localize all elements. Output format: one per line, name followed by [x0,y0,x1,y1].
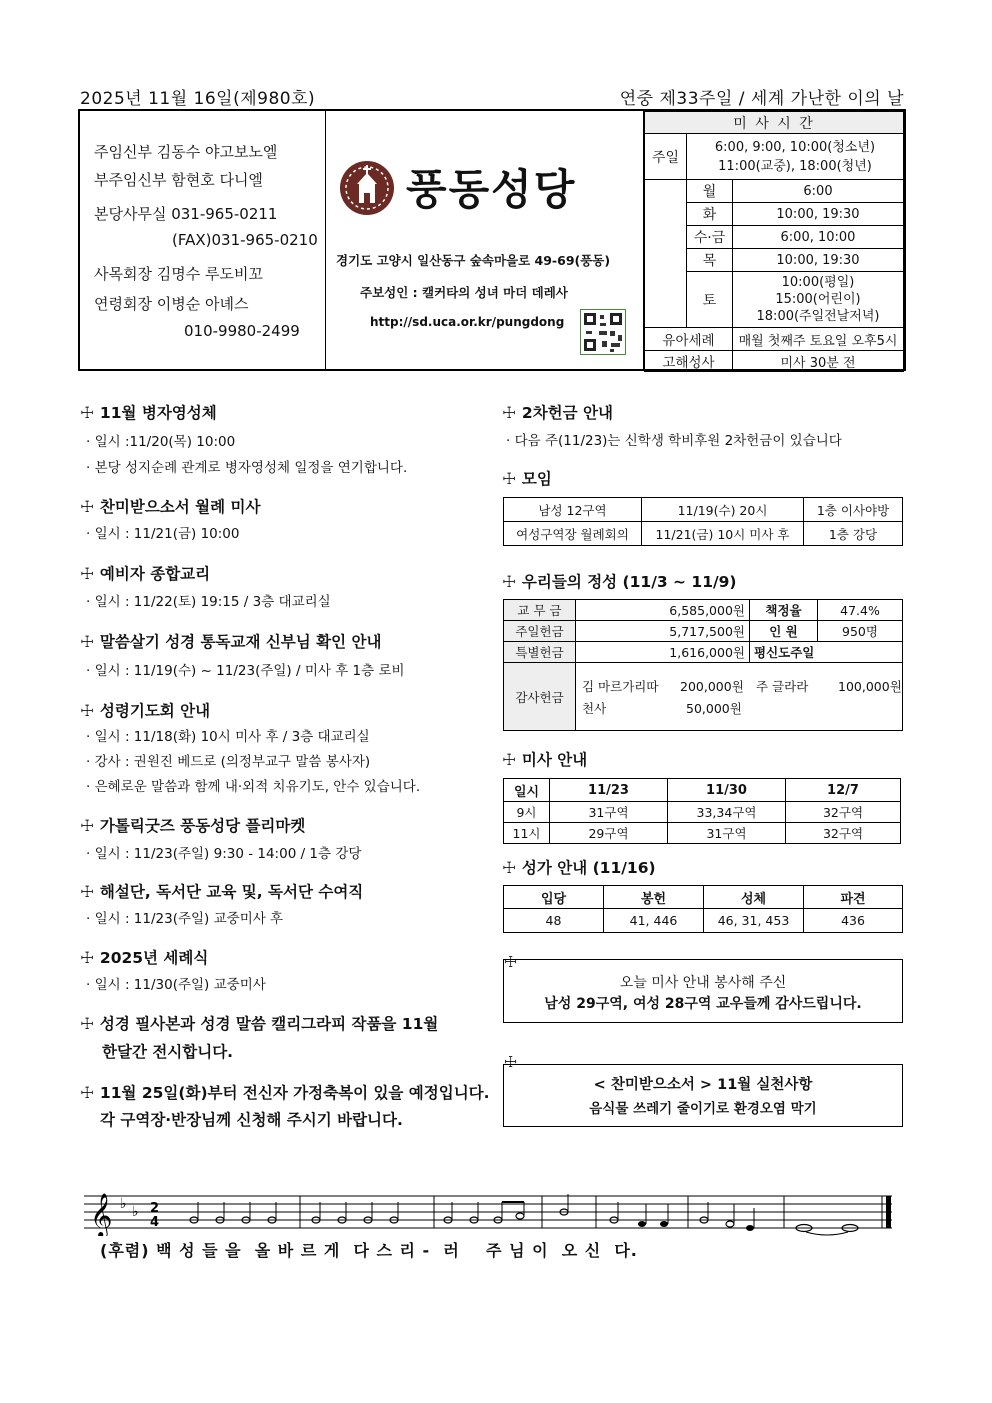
section-bible-reading: ☩ 말씀살기 성경 통독교재 신부님 확인 안내 [80,633,382,651]
cross-icon: ☩ [80,1084,94,1102]
section-prayer-meeting: ☩ 성령기도회 안내 [80,702,211,720]
cross-icon: ☩ [502,573,516,591]
table-cell: 950명 [818,621,903,642]
cross-icon: ☩ [502,470,516,488]
cross-icon: ☩ [80,633,94,651]
assistant-pastor: 부주임신부 함현호 다니엘 [94,171,263,189]
office-phone: 본당사무실 031-965-0211 [94,205,278,223]
sat-time-3: 18:00(주일전날저녁) [756,309,880,324]
cross-icon: ☩ [80,817,94,835]
funeral-phone: 010-9980-2499 [184,322,300,340]
patron-saint: 주보성인 : 캘커타의 성녀 마더 데레사 [360,285,568,300]
table-cell: 1층 이사야방 [804,498,903,522]
thanks-note-line-2: 남성 29구역, 여성 28구역 교우들께 감사드립니다. [544,996,862,1012]
confession-label: 고해성사 [645,351,733,372]
infant-baptism-label: 유아세례 [645,328,733,351]
mass-times-title: 미 사 시 간 [645,112,904,134]
fax: (FAX)031-965-0210 [172,231,318,249]
table-cell: 책정율 [750,600,818,621]
section-laudato-mass: ☩ 찬미받으소서 월례 미사 [80,498,261,516]
section-offering: ☩ 우리들의 정성 (11/3 ~ 11/9) [502,573,737,591]
thanks-label: 감사헌금 [504,663,576,731]
cross-icon: ☩ [80,404,94,422]
section-sick-communion: ☩ 11월 병자영성체 [80,404,217,422]
cross-icon: ☩ [504,1053,518,1071]
table-cell: 여성구역장 월례회의 [504,522,642,546]
day-thu: 목 [687,249,733,272]
mass-times-table [644,111,904,372]
list-item: · 일시 : 11/23(주일) 9:30 - 14:00 / 1층 강당 [86,846,362,862]
table-cell: 평신도주일 [750,642,903,663]
list-item: · 일시 : 11/18(화) 10시 미사 후 / 3층 대교리실 [86,729,370,745]
thanks-offering-cell: 김 마르가리따 200,000원 주 글라라 100,000원 천사 50,000원 [576,663,903,731]
section-mass-guide: ☩ 미사 안내 [502,751,588,769]
time-tue: 10:00, 19:30 [733,203,904,226]
table-cell: 인 원 [750,621,818,642]
music-lyrics: (후렴) 백 성 들 을 올 바 르 게 다 스 리 - 러 주 님 이 오 신 다. [100,1241,638,1260]
parish-name: 풍동성당 [406,165,577,214]
sunday-label: 주일 [645,134,687,180]
cross-icon: ☩ [502,404,516,422]
confession-value: 미사 30분 전 [733,351,904,372]
table-cell: 1층 강당 [804,522,903,546]
list-item: · 일시 : 11/19(수) ~ 11/23(주일) / 미사 후 1층 로비 [86,663,405,679]
cross-icon: ☩ [80,1015,94,1033]
sat-time-2: 15:00(어린이) [775,292,861,307]
cross-icon: ☩ [80,565,94,583]
parish-url[interactable]: http://sd.uca.or.kr/pungdong [370,315,565,329]
sunday-times-1: 6:00, 9:00, 10:00(청소년) [714,139,876,155]
table-cell: 남성 12구역 [504,498,642,522]
table-cell: 5,717,500원 [576,621,750,642]
staff-panel [80,111,326,369]
treble-clef-icon: 𝄞 [90,1193,113,1236]
table-cell: 1,616,000원 [576,642,750,663]
table-cell: 11/21(금) 10시 미사 후 [642,522,804,546]
cross-icon: ☩ [504,953,518,971]
list-item: · 일시 : 11/30(주일) 교중미사 [86,977,266,993]
day-tue: 화 [687,203,733,226]
list-item: · 강사 : 권원진 베드로 (의정부교구 말씀 봉사자) [86,754,371,770]
header-box [78,109,906,371]
thanks-note [503,959,903,1023]
cross-icon: ☩ [502,859,516,877]
time-mon: 6:00 [733,180,904,203]
list-item: · 일시 : 11/21(금) 10:00 [86,526,240,542]
day-wed-fri: 수·금 [687,226,733,249]
cross-icon: ☩ [80,702,94,720]
cross-icon: ☩ [80,498,94,516]
section-home-blessing: ☩ 11월 25일(화)부터 전신자 가정축복이 있을 예정입니다. [80,1084,490,1102]
list-item: · 일시 :11/20(목) 10:00 [86,434,236,450]
parish-panel [326,111,644,369]
laudato-note [503,1064,903,1127]
list-item: · 본당 성지순례 관계로 병자영성체 일정을 연기합니다. [86,460,408,476]
laudato-line-1: < 찬미받으소서 > 11월 실천사항 [593,1077,813,1093]
section-lector-training: ☩ 해설단, 독서단 교육 및, 독서단 수여직 [80,883,364,901]
liturgy-title: 연중 제33주일 / 세계 가난한 이의 날 [619,89,904,109]
list-item: · 은혜로운 말씀과 함께 내·외적 치유기도, 안수 있습니다. [86,779,421,795]
hymn-table: 입당 봉헌 성체 파견 48 41, 446 46, 31, 453 436 [503,885,903,933]
laudato-line-2: 음식물 쓰레기 줄이기로 환경오염 막기 [589,1101,817,1117]
section-flea-market: ☩ 가톨릭굿즈 풍동성당 플리마켓 [80,817,306,835]
mass-guide-table: 일시 11/23 11/30 12/7 9시 31구역 33,34구역 32구역 11시 29구역 31구역 32구역 [503,778,901,844]
sunday-times-2: 11:00(교중), 18:00(청년) [718,158,872,174]
council-chair: 사목회장 김명수 루도비꼬 [94,265,263,283]
list-item: · 일시 : 11/22(토) 19:15 / 3층 대교리실 [86,594,331,610]
section-catechumen: ☩ 예비자 종합교리 [80,565,211,583]
parish-address: 경기도 고양시 일산동구 숲속마을로 49-69(풍동) [336,253,611,268]
cross-icon: ☩ [502,751,516,769]
sat-time-1: 10:00(평일) [781,275,855,290]
time-wed-fri: 6:00, 10:00 [733,226,904,249]
music-staff [84,1190,894,1236]
flat-icon: ♭ [120,1196,127,1212]
exhibit-line-2: 한달간 전시합니다. [102,1043,234,1061]
section-baptism: ☩ 2025년 세례식 [80,949,209,967]
svg-text:♭: ♭ [132,1204,139,1220]
mass-schedule [644,111,904,369]
section-hymn: ☩ 성가 안내 (11/16) [502,859,656,877]
day-mon: 월 [687,180,733,203]
table-cell: 47.4% [818,600,903,621]
table-cell: 11/19(수) 20시 [642,498,804,522]
section-exhibit: ☩ 성경 필사본과 성경 말씀 캘리그라피 작품을 11월 [80,1015,439,1033]
infant-baptism-value: 매월 첫째주 토요일 오후5시 [733,328,904,351]
qr-code-icon[interactable] [580,309,626,355]
list-item: · 다음 주(11/23)는 신학생 학비후원 2차헌금이 있습니다 [506,433,842,449]
table-cell: 주일헌금 [504,621,576,642]
pastor: 주임신부 김동수 야고보노엘 [94,143,278,161]
table-cell: 교 무 금 [504,600,576,621]
thanks-note-line-1: 오늘 미사 안내 봉사해 주신 [619,975,787,991]
table-cell: 특별헌금 [504,642,576,663]
church-logo-icon [338,159,396,217]
list-item: · 일시 : 11/23(주일) 교중미사 후 [86,911,284,927]
cross-icon: ☩ [80,883,94,901]
section-meeting: ☩ 모임 [502,470,552,488]
svg-text:2: 2 [150,1201,160,1216]
issue-date: 2025년 11월 16일(제980호) [80,89,316,109]
day-sat: 토 [687,272,733,328]
svg-text:4: 4 [150,1215,160,1230]
time-thu: 10:00, 19:30 [733,249,904,272]
offering-table [503,599,903,731]
cross-icon: ☩ [80,949,94,967]
blessing-line-2: 각 구역장·반장님께 신청해 주시기 바랍니다. [100,1111,403,1129]
meeting-table [503,497,903,546]
funeral-chair: 연령회장 이병순 아녜스 [94,295,249,313]
table-cell: 6,585,000원 [576,600,750,621]
section-second-collection: ☩ 2차헌금 안내 [502,404,613,422]
